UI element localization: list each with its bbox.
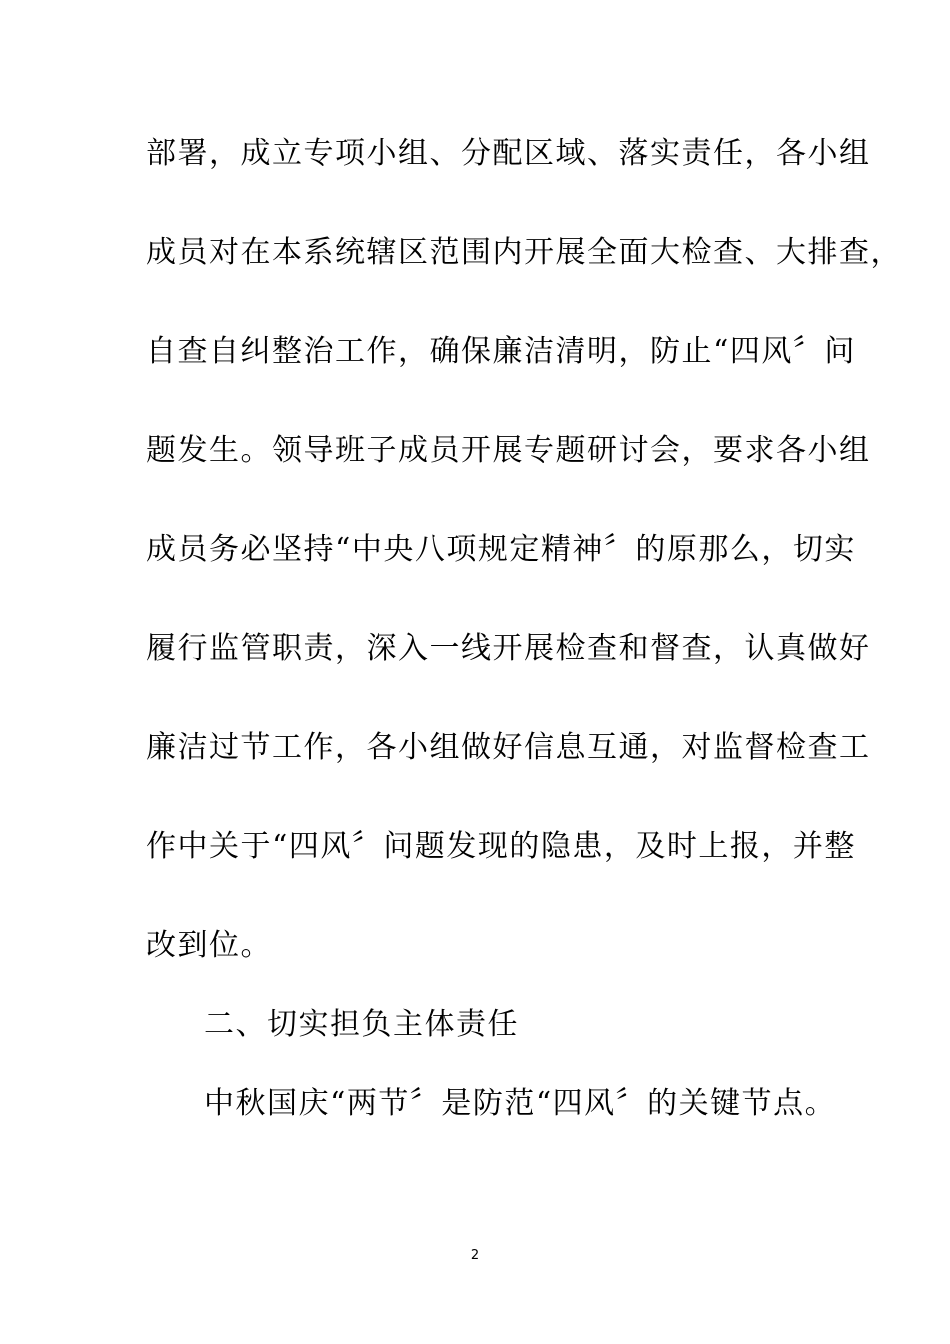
- body-text-line: 成员务必坚持“中央八项规定精神〞的原那么，切实: [146, 532, 856, 567]
- body-text-line: 作中关于“四风〞问题发现的隐患，及时上报，并整: [146, 829, 856, 864]
- body-text-line: 履行监管职责，深入一线开展检查和督查，认真做好: [146, 631, 871, 666]
- paragraph-start: 中秋国庆“两节〞是防范“四风〞的关键节点。: [204, 1086, 837, 1121]
- body-text-line: 自查自纠整治工作，确保廉洁清明，防止“四风〞问: [146, 334, 856, 369]
- page-number: 2: [470, 1248, 480, 1263]
- body-text-line: 成员对在本系统辖区范围内开展全面大检查、大排查，: [146, 235, 902, 270]
- body-text-line: 题发生。领导班子成员开展专题研讨会，要求各小组: [146, 433, 871, 468]
- section-heading: 二、切实担负主体责任: [204, 1007, 519, 1042]
- body-text-line: 廉洁过节工作，各小组做好信息互通，对监督检查工: [146, 730, 871, 765]
- body-text-line: 改到位。: [146, 928, 272, 963]
- body-text-line: 部署，成立专项小组、分配区域、落实责任，各小组: [146, 136, 871, 171]
